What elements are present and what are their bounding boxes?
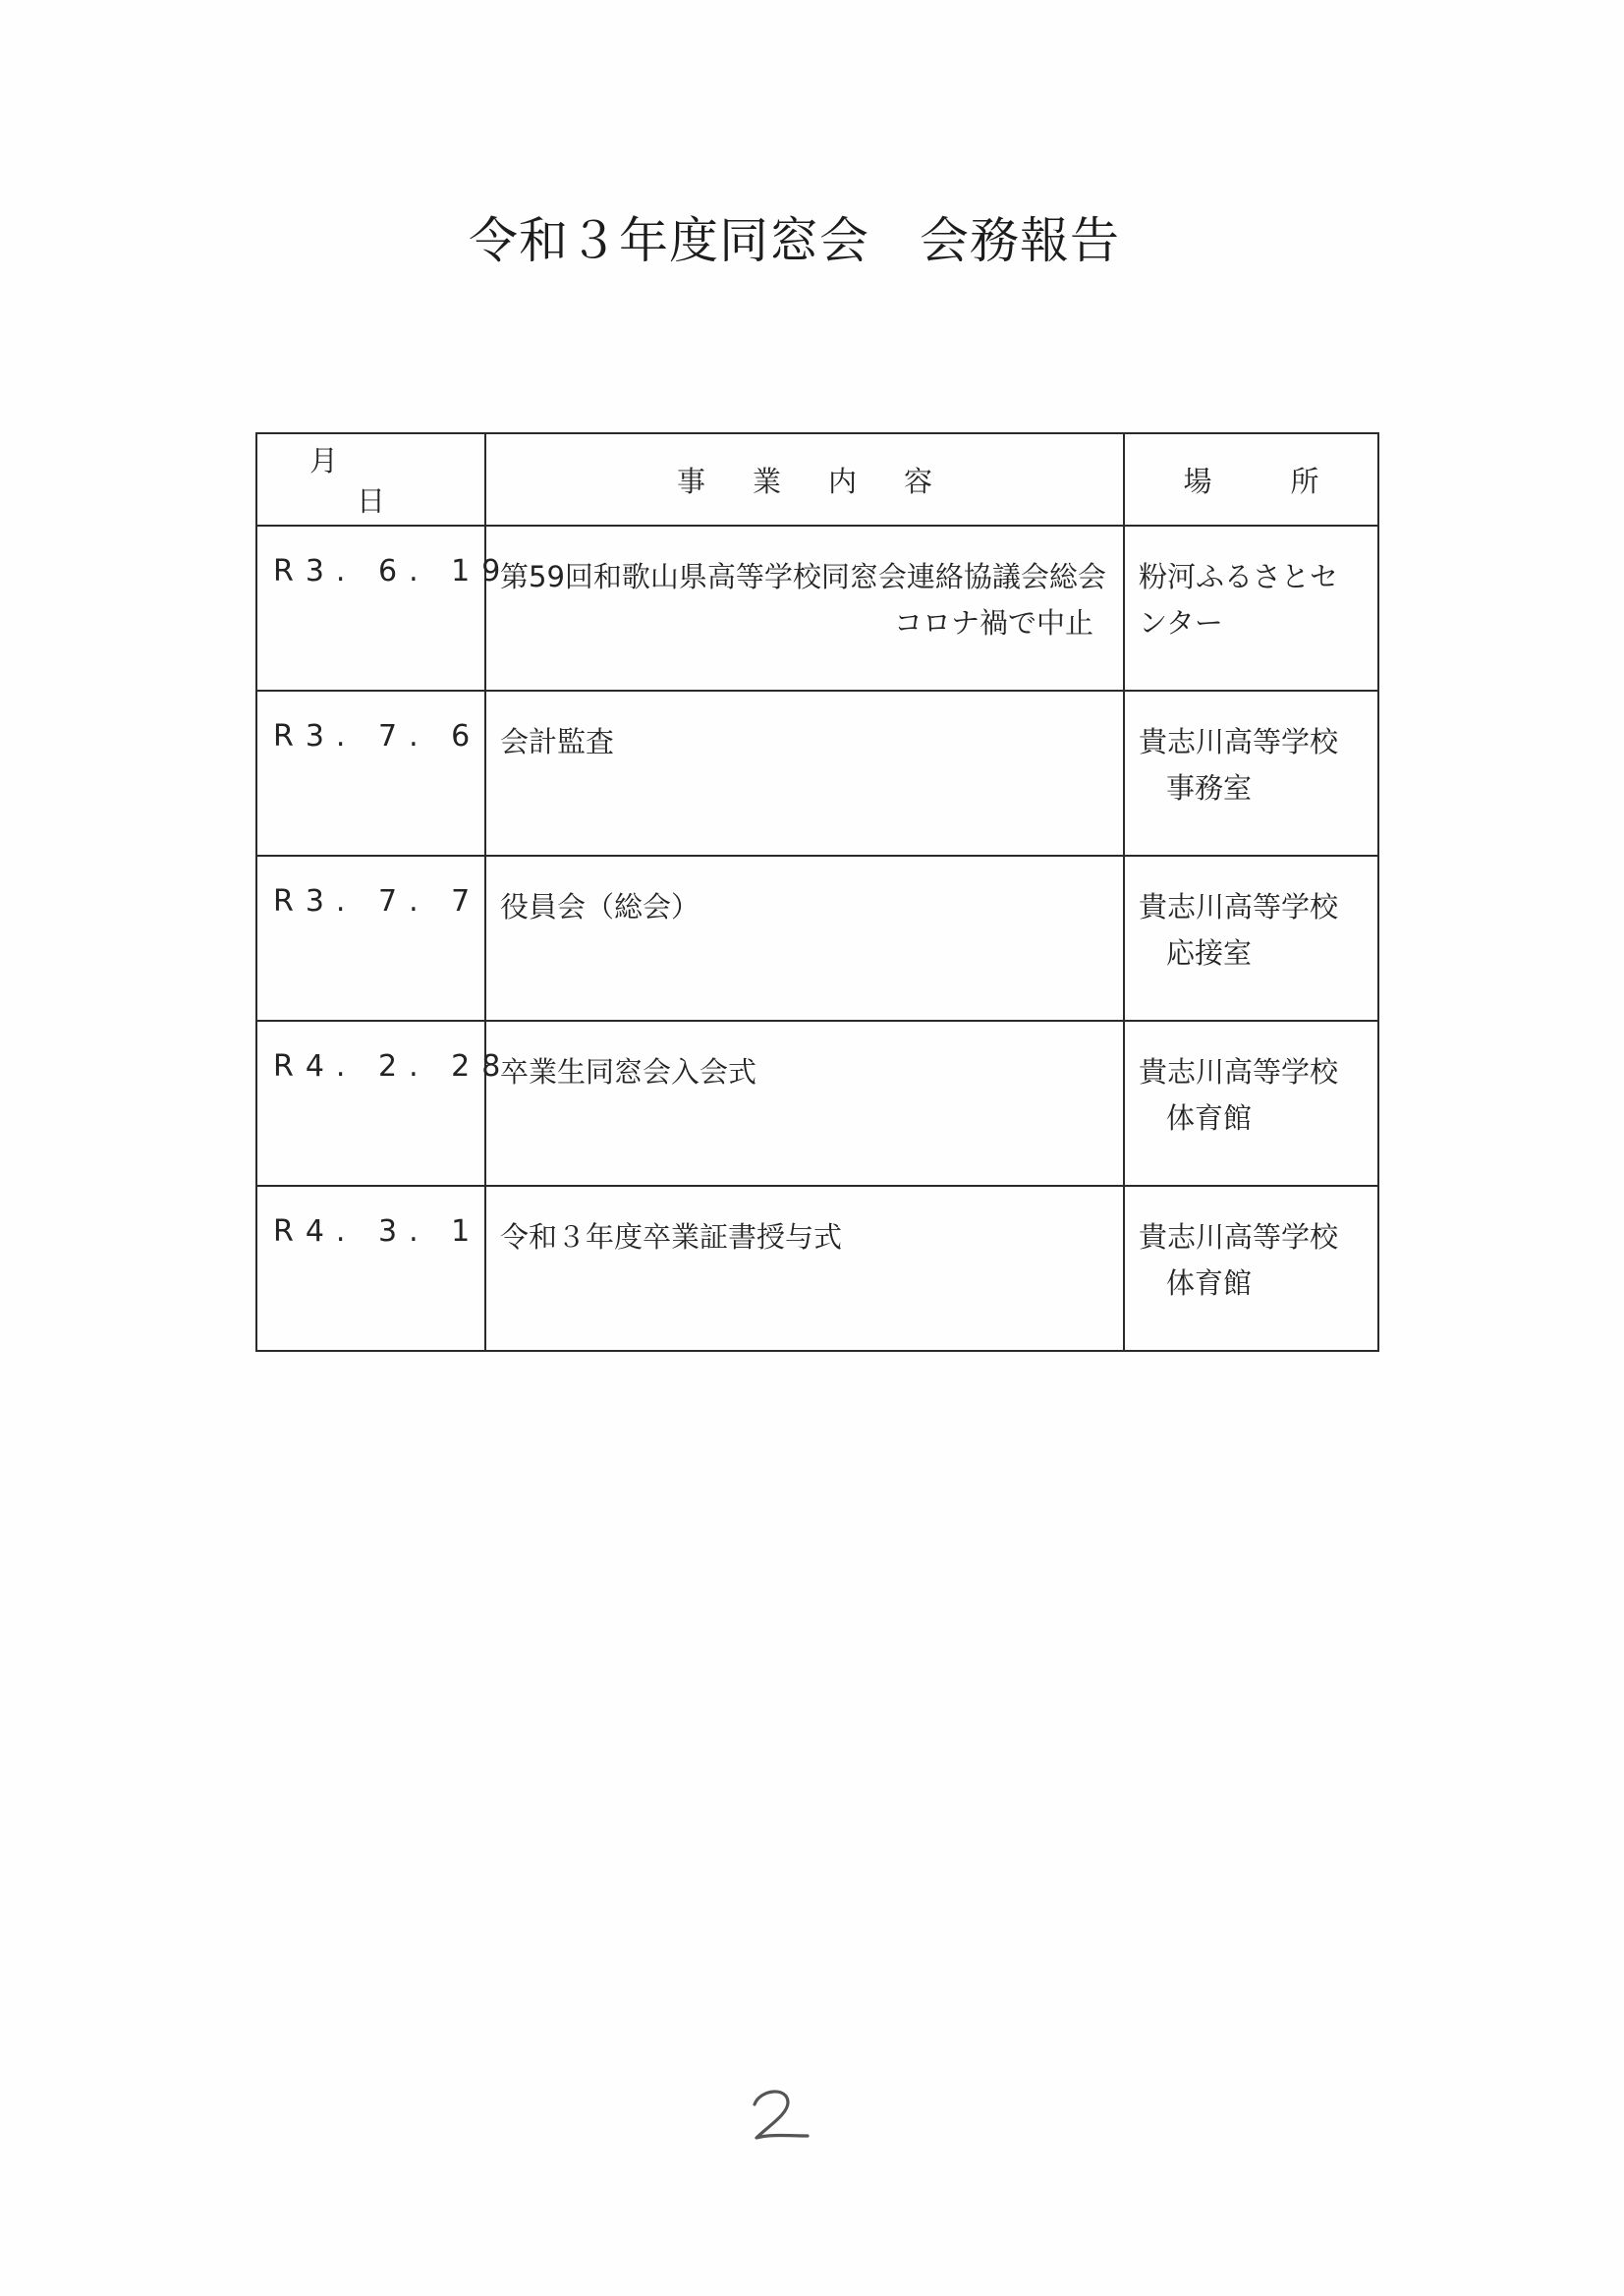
row-content bbox=[485, 1021, 1124, 1186]
header-content: 事業内容 bbox=[485, 433, 1124, 526]
row-content bbox=[485, 691, 1124, 856]
table-row bbox=[256, 1021, 1378, 1186]
row-content bbox=[485, 526, 1124, 691]
row-place bbox=[1124, 526, 1378, 691]
header-date: 月日 bbox=[256, 433, 485, 526]
row-date: R4. 2. 28 bbox=[256, 1021, 485, 1186]
table-header-row bbox=[256, 433, 1378, 526]
row-place-line1: 貴志川高等学校 bbox=[1139, 725, 1339, 758]
row-place-line1: 貴志川高等学校 bbox=[1139, 1055, 1339, 1089]
row-place-line1: 粉河ふるさとセ bbox=[1139, 560, 1339, 593]
row-date: R3. 7. 6 bbox=[256, 691, 485, 856]
row-place-line1: 貴志川高等学校 bbox=[1139, 890, 1339, 924]
row-place bbox=[1124, 1186, 1378, 1351]
row-date: R3. 7. 7 bbox=[256, 856, 485, 1021]
row-place-line2: 体育館 bbox=[1166, 1101, 1253, 1135]
activity-report-table bbox=[255, 432, 1398, 1352]
row-content bbox=[485, 1186, 1124, 1351]
row-content-text: 第59回和歌山県高等学校同窓会連絡協議会総会 bbox=[500, 560, 1106, 593]
row-content-text: 令和３年度卒業証書授与式 bbox=[500, 1220, 843, 1254]
row-date: R3. 6. 19 bbox=[256, 526, 485, 691]
table-row bbox=[256, 691, 1378, 856]
row-content-text: 役員会（総会） bbox=[500, 890, 700, 924]
row-place bbox=[1124, 691, 1378, 856]
row-content-note: コロナ禍で中止 bbox=[893, 606, 1093, 640]
row-date: R4. 3. 1 bbox=[256, 1186, 485, 1351]
row-place bbox=[1124, 856, 1378, 1021]
row-place-line2: ンター bbox=[1139, 606, 1223, 640]
table-row bbox=[256, 526, 1378, 691]
row-place-line2: 事務室 bbox=[1166, 771, 1253, 805]
header-place: 場所 bbox=[1124, 433, 1378, 526]
row-place-line2: 応接室 bbox=[1166, 936, 1253, 970]
row-place-line1: 貴志川高等学校 bbox=[1139, 1220, 1339, 1254]
row-content bbox=[485, 856, 1124, 1021]
handwritten-page-number bbox=[747, 2083, 825, 2152]
table-row bbox=[256, 856, 1378, 1021]
row-place-line2: 体育館 bbox=[1166, 1266, 1253, 1300]
row-content-text: 卒業生同窓会入会式 bbox=[500, 1055, 757, 1089]
page-title: 令和３年度同窓会 会務報告 bbox=[469, 212, 1120, 269]
row-content-text: 会計監査 bbox=[500, 725, 615, 758]
table-row bbox=[256, 1186, 1378, 1351]
row-place bbox=[1124, 1021, 1378, 1186]
